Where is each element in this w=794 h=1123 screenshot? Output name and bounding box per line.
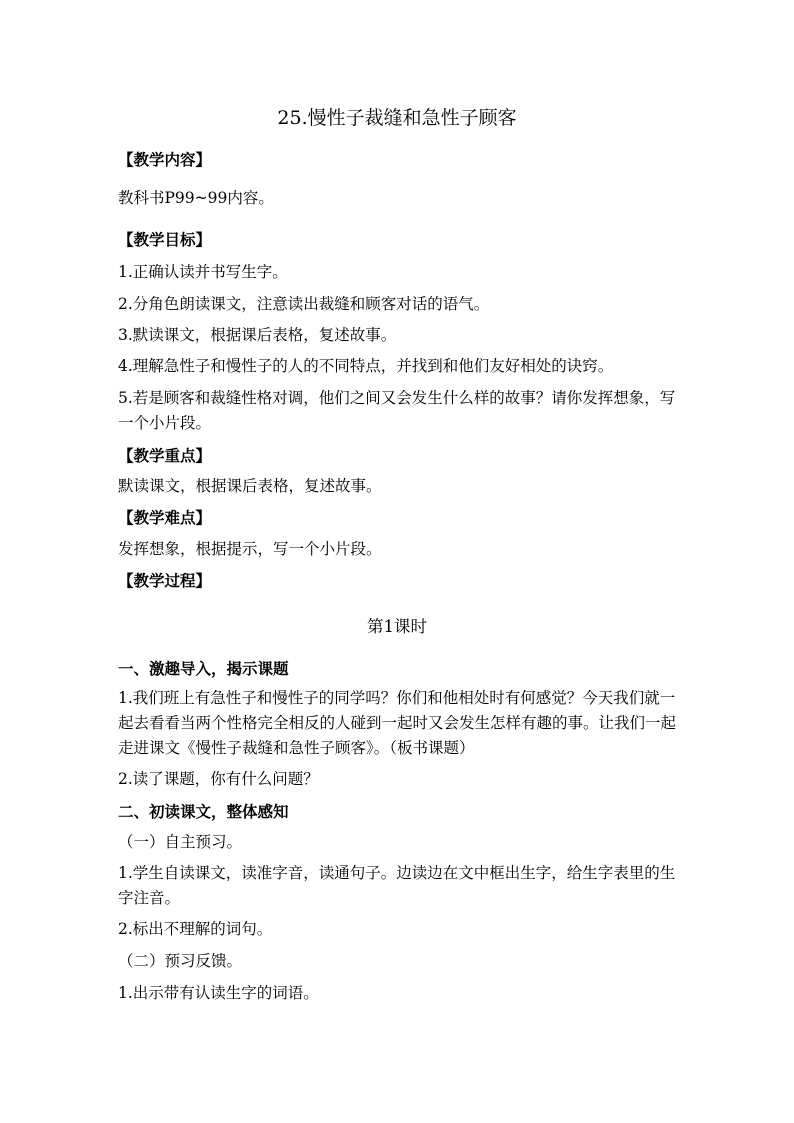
heading-teaching-content: 【教学内容】: [118, 150, 212, 169]
paragraph: 1.我们班上有急性子和慢性子的同学吗？你们和他相处时有何感觉？今天我们就一起去看看当两个性格完全相反的人碰到一起时又会发生怎样有趣的事。让我们一起走进课文《慢性子裁缝和急性子顾客》。（板书课题）: [118, 689, 677, 757]
heading-teaching-process: 【教学过程】: [118, 571, 212, 590]
heading-teaching-goals: 【教学目标】: [118, 230, 212, 249]
goal-item: 3.默读课文，根据课后表格，复述故事。: [118, 326, 397, 344]
goal-item: 2.分角色朗读课文，注意读出裁缝和顾客对话的语气。: [118, 295, 490, 313]
paragraph: 2.读了课题，你有什么问题？: [118, 770, 319, 788]
paragraph: 2.标出不理解的词句。: [118, 920, 273, 938]
section-heading: 二、初读课文，整体感知: [118, 802, 289, 821]
goal-item: 4.理解急性子和慢性子的人的不同特点，并找到和他们友好相处的诀窍。: [118, 357, 614, 375]
sub-heading: （一）自主预习。: [118, 833, 243, 851]
paragraph: 1.出示带有认读生字的词语。: [118, 984, 319, 1002]
key-points-text: 默读课文，根据课后表格，复述故事。: [118, 477, 382, 495]
teaching-content-text: 教科书P99~99内容。: [118, 189, 274, 207]
heading-difficult-points: 【教学难点】: [118, 508, 212, 527]
heading-key-points: 【教学重点】: [118, 446, 212, 465]
goal-item: 5.若是顾客和裁缝性格对调，他们之间又会发生什么样的故事？请你发挥想象，写一个小片段。: [118, 389, 676, 432]
paragraph: 1.学生自读课文，读准字音，读通句子。边读边在文中框出生字，给生字表里的生字注音。: [118, 864, 676, 907]
document-title: 25.慢性子裁缝和急性子顾客: [277, 107, 517, 129]
section-heading: 一、激趣导入，揭示课题: [118, 659, 289, 678]
sub-heading: （二）预习反馈。: [118, 952, 243, 970]
lesson-title: 第1课时: [367, 617, 427, 636]
goal-item: 1.正确认读并书写生字。: [118, 263, 288, 281]
difficult-points-text: 发挥想象，根据提示，写一个小片段。: [118, 540, 382, 558]
